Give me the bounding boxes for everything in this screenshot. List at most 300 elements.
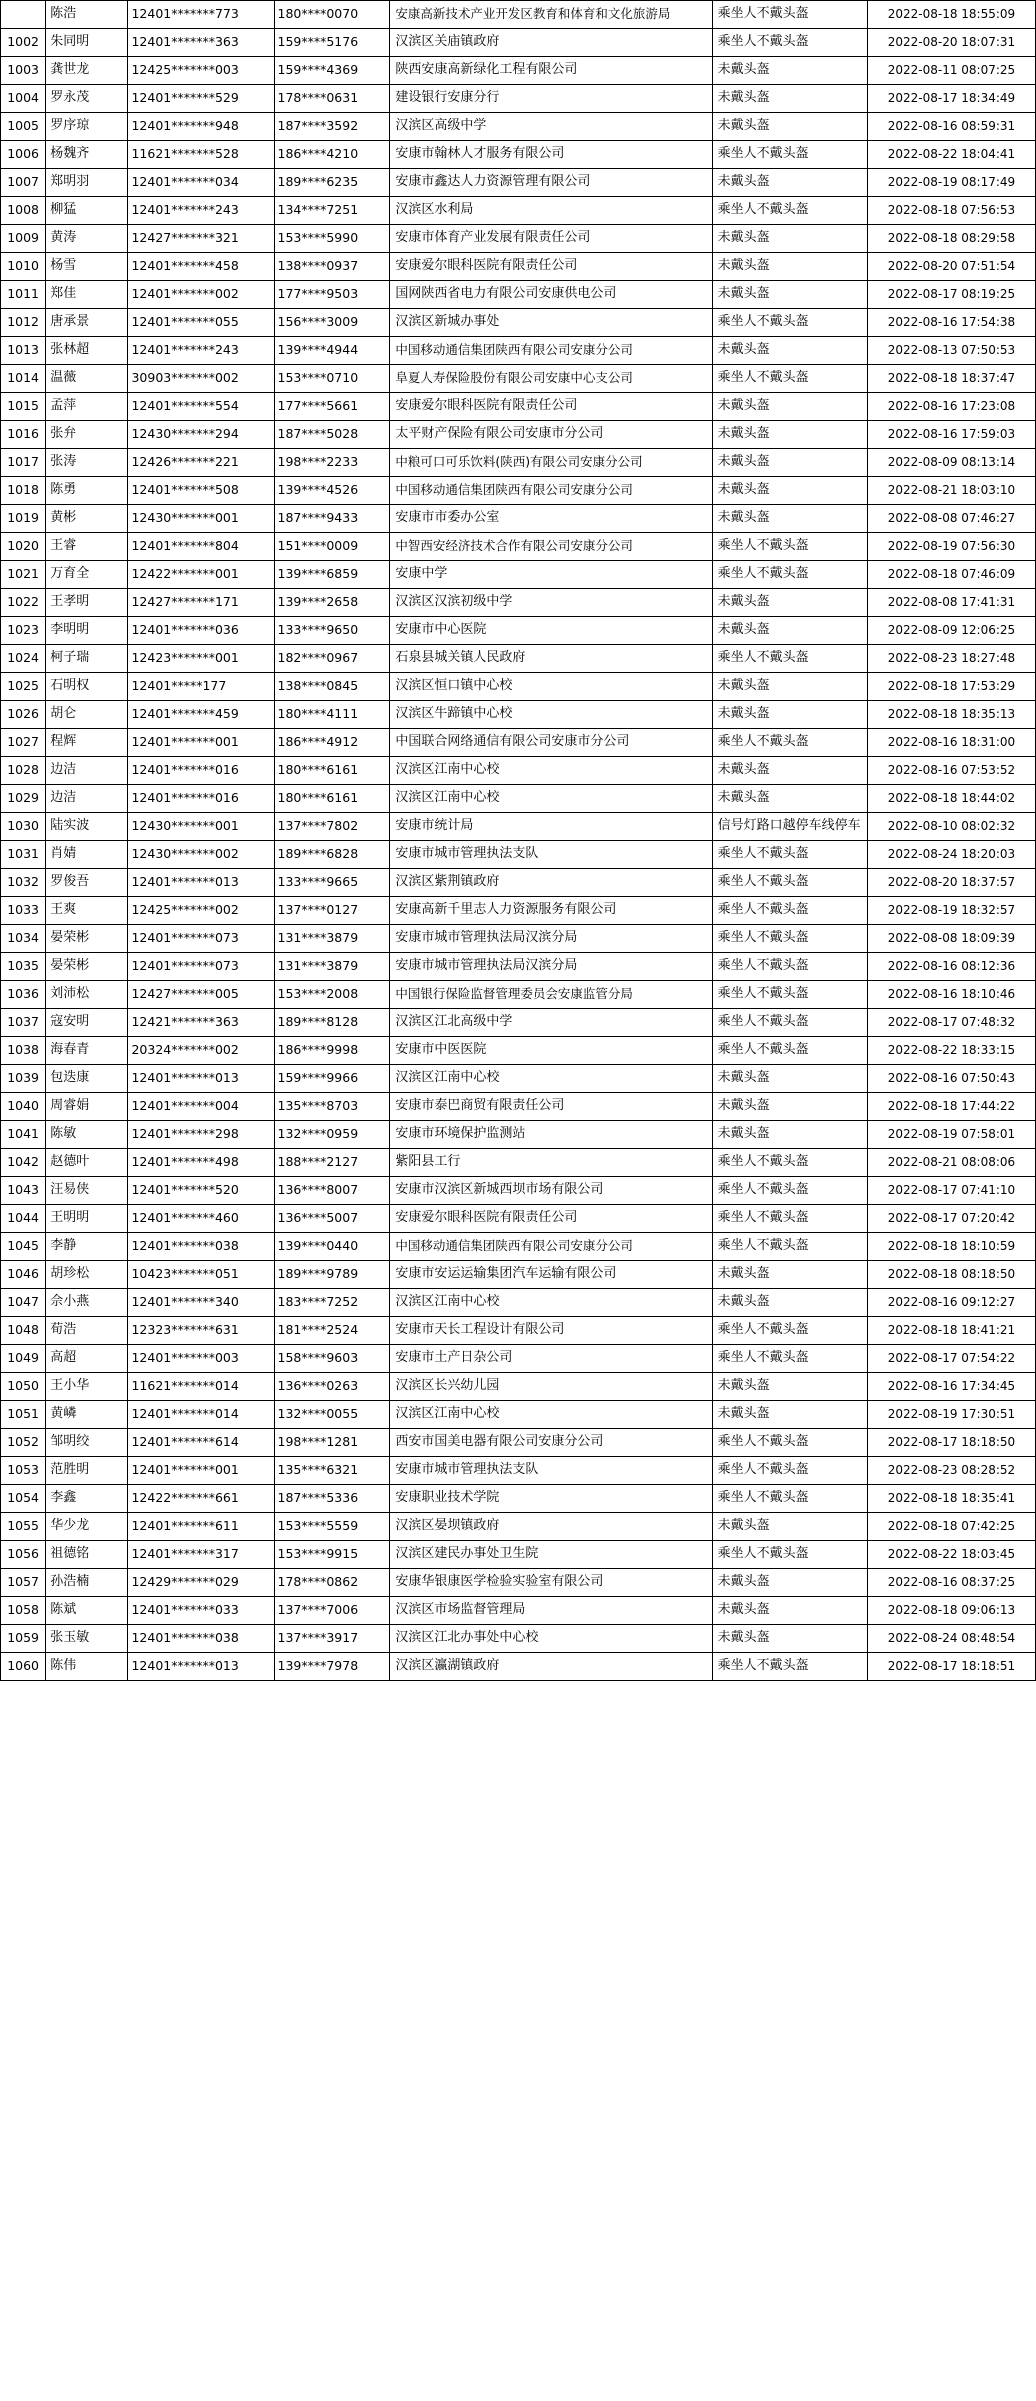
table-row <box>1 1261 1036 1289</box>
phone-number: 135****6321 <box>274 1457 390 1485</box>
id-number: 12323*******631 <box>128 1317 274 1345</box>
table-row <box>1 1065 1036 1093</box>
table-row <box>1 729 1036 757</box>
phone-number: 139****2658 <box>274 589 390 617</box>
phone-number: 151****0009 <box>274 533 390 561</box>
id-number: 12401*******948 <box>128 113 274 141</box>
row-index: 1048 <box>1 1317 46 1345</box>
violation-reason: 乘坐人不戴头盔 <box>712 1485 867 1513</box>
row-index: 1052 <box>1 1429 46 1457</box>
violation-time: 2022-08-18 07:42:25 <box>867 1513 1035 1541</box>
row-index: 1028 <box>1 757 46 785</box>
violation-reason: 未戴头盔 <box>712 1289 867 1317</box>
row-index: 1051 <box>1 1401 46 1429</box>
person-name: 海春青 <box>46 1037 128 1065</box>
id-number: 12401*******298 <box>128 1121 274 1149</box>
table-row <box>1 393 1036 421</box>
row-index: 1017 <box>1 449 46 477</box>
id-number: 12401*******033 <box>128 1597 274 1625</box>
violation-time: 2022-08-16 08:37:25 <box>867 1569 1035 1597</box>
violation-time: 2022-08-18 07:46:09 <box>867 561 1035 589</box>
organization: 安康中学 <box>390 561 712 589</box>
row-index: 1035 <box>1 953 46 981</box>
row-index: 1010 <box>1 253 46 281</box>
violation-time: 2022-08-22 18:04:41 <box>867 141 1035 169</box>
row-index: 1032 <box>1 869 46 897</box>
person-name: 陈勇 <box>46 477 128 505</box>
row-index: 1013 <box>1 337 46 365</box>
person-name: 柯子瑞 <box>46 645 128 673</box>
row-index: 1045 <box>1 1233 46 1261</box>
phone-number: 136****5007 <box>274 1205 390 1233</box>
phone-number: 178****0862 <box>274 1569 390 1597</box>
id-number: 12425*******002 <box>128 897 274 925</box>
phone-number: 188****2127 <box>274 1149 390 1177</box>
person-name: 王明明 <box>46 1205 128 1233</box>
id-number: 12401*******340 <box>128 1289 274 1317</box>
organization: 汉滨区市场监督管理局 <box>390 1597 712 1625</box>
phone-number: 187****5028 <box>274 421 390 449</box>
table-row <box>1 1429 1036 1457</box>
id-number: 12401*******001 <box>128 1457 274 1485</box>
id-number: 12401*******317 <box>128 1541 274 1569</box>
phone-number: 180****6161 <box>274 785 390 813</box>
table-row <box>1 1317 1036 1345</box>
violation-reason: 未戴头盔 <box>712 393 867 421</box>
table-row <box>1 533 1036 561</box>
organization: 汉滨区建民办事处卫生院 <box>390 1541 712 1569</box>
row-index: 1004 <box>1 85 46 113</box>
id-number: 12427*******005 <box>128 981 274 1009</box>
table-row <box>1 1653 1036 1681</box>
organization: 陕西安康高新绿化工程有限公司 <box>390 57 712 85</box>
table-row <box>1 1569 1036 1597</box>
table-row <box>1 1205 1036 1233</box>
violation-reason: 乘坐人不戴头盔 <box>712 1317 867 1345</box>
person-name: 张玉敏 <box>46 1625 128 1653</box>
violation-reason: 乘坐人不戴头盔 <box>712 1653 867 1681</box>
violation-reason: 乘坐人不戴头盔 <box>712 897 867 925</box>
violation-time: 2022-08-18 18:10:59 <box>867 1233 1035 1261</box>
table-row <box>1 813 1036 841</box>
id-number: 20324*******002 <box>128 1037 274 1065</box>
table-row <box>1 1093 1036 1121</box>
table-row <box>1 253 1036 281</box>
id-number: 12401*******460 <box>128 1205 274 1233</box>
table-row <box>1 953 1036 981</box>
organization: 汉滨区江南中心校 <box>390 1065 712 1093</box>
row-index: 1011 <box>1 281 46 309</box>
organization: 汉滨区汉滨初级中学 <box>390 589 712 617</box>
person-name: 高超 <box>46 1345 128 1373</box>
person-name: 晏荣彬 <box>46 953 128 981</box>
organization: 安康市鑫达人力资源管理有限公司 <box>390 169 712 197</box>
violation-reason: 未戴头盔 <box>712 785 867 813</box>
person-name: 万育全 <box>46 561 128 589</box>
organization: 汉滨区江南中心校 <box>390 1401 712 1429</box>
table-row <box>1 589 1036 617</box>
person-name: 华少龙 <box>46 1513 128 1541</box>
violation-time: 2022-08-22 18:33:15 <box>867 1037 1035 1065</box>
row-index: 1003 <box>1 57 46 85</box>
phone-number: 139****6859 <box>274 561 390 589</box>
violation-time: 2022-08-24 18:20:03 <box>867 841 1035 869</box>
phone-number: 139****7978 <box>274 1653 390 1681</box>
phone-number: 136****8007 <box>274 1177 390 1205</box>
table-row <box>1 365 1036 393</box>
phone-number: 181****2524 <box>274 1317 390 1345</box>
table-row <box>1 85 1036 113</box>
phone-number: 186****4912 <box>274 729 390 757</box>
row-index: 1058 <box>1 1597 46 1625</box>
person-name: 温薇 <box>46 365 128 393</box>
id-number: 12401*******554 <box>128 393 274 421</box>
table-row <box>1 1177 1036 1205</box>
violation-time: 2022-08-11 08:07:25 <box>867 57 1035 85</box>
row-index: 1056 <box>1 1541 46 1569</box>
phone-number: 137****0127 <box>274 897 390 925</box>
person-name: 孙浩楠 <box>46 1569 128 1597</box>
id-number: 12401*******013 <box>128 1065 274 1093</box>
violation-reason: 乘坐人不戴头盔 <box>712 1345 867 1373</box>
violation-time: 2022-08-16 09:12:27 <box>867 1289 1035 1317</box>
person-name: 程辉 <box>46 729 128 757</box>
table-row <box>1 57 1036 85</box>
person-name: 王睿 <box>46 533 128 561</box>
person-name: 黄嶙 <box>46 1401 128 1429</box>
organization: 安康市城市管理执法支队 <box>390 841 712 869</box>
violation-reason: 乘坐人不戴头盔 <box>712 729 867 757</box>
table-row <box>1 421 1036 449</box>
person-name: 张涛 <box>46 449 128 477</box>
violation-reason: 乘坐人不戴头盔 <box>712 197 867 225</box>
violation-time: 2022-08-17 18:34:49 <box>867 85 1035 113</box>
organization: 汉滨区长兴幼儿园 <box>390 1373 712 1401</box>
table-row <box>1 1345 1036 1373</box>
violation-reason: 乘坐人不戴头盔 <box>712 1149 867 1177</box>
violation-time: 2022-08-18 07:56:53 <box>867 197 1035 225</box>
violation-time: 2022-08-20 18:07:31 <box>867 29 1035 57</box>
violation-reason: 乘坐人不戴头盔 <box>712 1429 867 1457</box>
violation-reason: 乘坐人不戴头盔 <box>712 533 867 561</box>
organization: 阜夏人寿保险股份有限公司安康中心支公司 <box>390 365 712 393</box>
id-number: 12401*******013 <box>128 1653 274 1681</box>
phone-number: 137****7802 <box>274 813 390 841</box>
row-index: 1043 <box>1 1177 46 1205</box>
violation-reason: 乘坐人不戴头盔 <box>712 1205 867 1233</box>
table-row <box>1 1625 1036 1653</box>
organization: 安康市中医医院 <box>390 1037 712 1065</box>
table-row <box>1 225 1036 253</box>
violation-time: 2022-08-22 18:03:45 <box>867 1541 1035 1569</box>
person-name: 陈伟 <box>46 1653 128 1681</box>
violation-reason: 乘坐人不戴头盔 <box>712 1541 867 1569</box>
violation-time: 2022-08-16 08:59:31 <box>867 113 1035 141</box>
phone-number: 187****5336 <box>274 1485 390 1513</box>
phone-number: 159****4369 <box>274 57 390 85</box>
id-number: 12401*******034 <box>128 169 274 197</box>
id-number: 12430*******001 <box>128 505 274 533</box>
organization: 太平财产保险有限公司安康市分公司 <box>390 421 712 449</box>
organization: 汉滨区江南中心校 <box>390 757 712 785</box>
person-name: 王小华 <box>46 1373 128 1401</box>
violation-reason: 乘坐人不戴头盔 <box>712 841 867 869</box>
table-row <box>1 1541 1036 1569</box>
id-number: 12401*******004 <box>128 1093 274 1121</box>
phone-number: 159****5176 <box>274 29 390 57</box>
person-name: 张林超 <box>46 337 128 365</box>
id-number: 12401*******243 <box>128 337 274 365</box>
table-row <box>1 1457 1036 1485</box>
person-name: 肖婧 <box>46 841 128 869</box>
phone-number: 189****9789 <box>274 1261 390 1289</box>
person-name: 刘沛松 <box>46 981 128 1009</box>
organization: 西安市国美电器有限公司安康分公司 <box>390 1429 712 1457</box>
person-name: 胡仑 <box>46 701 128 729</box>
id-number: 12401*******804 <box>128 533 274 561</box>
violation-time: 2022-08-18 18:37:47 <box>867 365 1035 393</box>
id-number: 12401*******611 <box>128 1513 274 1541</box>
organization: 安康市城市管理执法局汉滨分局 <box>390 925 712 953</box>
violation-time: 2022-08-21 18:03:10 <box>867 477 1035 505</box>
table-row <box>1 1 1036 29</box>
violation-reason: 未戴头盔 <box>712 449 867 477</box>
person-name: 张弁 <box>46 421 128 449</box>
violation-reason: 乘坐人不戴头盔 <box>712 1177 867 1205</box>
organization: 安康市环境保护监测站 <box>390 1121 712 1149</box>
violation-time: 2022-08-20 07:51:54 <box>867 253 1035 281</box>
phone-number: 133****9650 <box>274 617 390 645</box>
phone-number: 189****6828 <box>274 841 390 869</box>
violation-reason: 未戴头盔 <box>712 757 867 785</box>
id-number: 12401*******014 <box>128 1401 274 1429</box>
organization: 紫阳县工行 <box>390 1149 712 1177</box>
violation-reason: 乘坐人不戴头盔 <box>712 365 867 393</box>
row-index: 1041 <box>1 1121 46 1149</box>
violation-reason: 未戴头盔 <box>712 701 867 729</box>
id-number: 12401*******520 <box>128 1177 274 1205</box>
phone-number: 153****9915 <box>274 1541 390 1569</box>
row-index: 1007 <box>1 169 46 197</box>
phone-number: 178****0631 <box>274 85 390 113</box>
row-index: 1057 <box>1 1569 46 1597</box>
person-name: 荀浩 <box>46 1317 128 1345</box>
id-number: 12401*******036 <box>128 617 274 645</box>
phone-number: 137****3917 <box>274 1625 390 1653</box>
violation-time: 2022-08-16 08:12:36 <box>867 953 1035 981</box>
person-name: 黄彬 <box>46 505 128 533</box>
organization: 汉滨区紫荆镇政府 <box>390 869 712 897</box>
id-number: 12401*******073 <box>128 925 274 953</box>
table-row <box>1 1485 1036 1513</box>
organization: 安康职业技术学院 <box>390 1485 712 1513</box>
violation-reason: 未戴头盔 <box>712 505 867 533</box>
table-row <box>1 1373 1036 1401</box>
row-index: 1036 <box>1 981 46 1009</box>
organization: 中国移动通信集团陕西有限公司安康分公司 <box>390 337 712 365</box>
organization: 中国银行保险监督管理委员会安康监管分局 <box>390 981 712 1009</box>
row-index: 1006 <box>1 141 46 169</box>
table-row <box>1 281 1036 309</box>
phone-number: 158****9603 <box>274 1345 390 1373</box>
violation-time: 2022-08-19 08:17:49 <box>867 169 1035 197</box>
row-index: 1022 <box>1 589 46 617</box>
violation-reason: 乘坐人不戴头盔 <box>712 29 867 57</box>
phone-number: 139****4526 <box>274 477 390 505</box>
person-name: 邹明绞 <box>46 1429 128 1457</box>
violation-reason: 乘坐人不戴头盔 <box>712 869 867 897</box>
violation-reason: 未戴头盔 <box>712 1373 867 1401</box>
violation-reason: 未戴头盔 <box>712 1625 867 1653</box>
organization: 安康爱尔眼科医院有限责任公司 <box>390 393 712 421</box>
phone-number: 153****5990 <box>274 225 390 253</box>
violation-reason: 未戴头盔 <box>712 113 867 141</box>
organization: 安康市汉滨区新城西坝市场有限公司 <box>390 1177 712 1205</box>
violation-reason: 未戴头盔 <box>712 617 867 645</box>
table-row <box>1 1401 1036 1429</box>
organization: 汉滨区新城办事处 <box>390 309 712 337</box>
violation-reason: 未戴头盔 <box>712 169 867 197</box>
violation-time: 2022-08-16 18:10:46 <box>867 981 1035 1009</box>
phone-number: 187****3592 <box>274 113 390 141</box>
phone-number: 189****6235 <box>274 169 390 197</box>
id-number: 12426*******221 <box>128 449 274 477</box>
table-row <box>1 645 1036 673</box>
violation-time: 2022-08-17 07:20:42 <box>867 1205 1035 1233</box>
person-name: 柳猛 <box>46 197 128 225</box>
organization: 安康市统计局 <box>390 813 712 841</box>
id-number: 12401*******016 <box>128 785 274 813</box>
table-row <box>1 1037 1036 1065</box>
table-row <box>1 1513 1036 1541</box>
person-name: 王爽 <box>46 897 128 925</box>
row-index: 1012 <box>1 309 46 337</box>
violation-time: 2022-08-19 18:32:57 <box>867 897 1035 925</box>
id-number: 12401*****177 <box>128 673 274 701</box>
person-name: 孟萍 <box>46 393 128 421</box>
violation-time: 2022-08-18 08:18:50 <box>867 1261 1035 1289</box>
row-index: 1046 <box>1 1261 46 1289</box>
organization: 安康市安运运输集团汽车运输有限公司 <box>390 1261 712 1289</box>
violation-time: 2022-08-24 08:48:54 <box>867 1625 1035 1653</box>
organization: 汉滨区江南中心校 <box>390 785 712 813</box>
violation-reason: 未戴头盔 <box>712 1401 867 1429</box>
row-index: 1015 <box>1 393 46 421</box>
organization: 安康市土产日杂公司 <box>390 1345 712 1373</box>
person-name: 周睿娟 <box>46 1093 128 1121</box>
row-index: 1016 <box>1 421 46 449</box>
table-row <box>1 477 1036 505</box>
person-name: 罗序琼 <box>46 113 128 141</box>
phone-number: 133****9665 <box>274 869 390 897</box>
id-number: 12421*******363 <box>128 1009 274 1037</box>
row-index: 1042 <box>1 1149 46 1177</box>
organization: 安康爱尔眼科医院有限责任公司 <box>390 253 712 281</box>
person-name: 陈斌 <box>46 1597 128 1625</box>
row-index <box>1 1 46 29</box>
table-row <box>1 617 1036 645</box>
row-index: 1054 <box>1 1485 46 1513</box>
violation-reason: 乘坐人不戴头盔 <box>712 1037 867 1065</box>
violation-time: 2022-08-09 12:06:25 <box>867 617 1035 645</box>
id-number: 12401*******016 <box>128 757 274 785</box>
id-number: 12401*******002 <box>128 281 274 309</box>
id-number: 10423*******051 <box>128 1261 274 1289</box>
row-index: 1049 <box>1 1345 46 1373</box>
phone-number: 189****8128 <box>274 1009 390 1037</box>
violation-reason: 未戴头盔 <box>712 1513 867 1541</box>
person-name: 李静 <box>46 1233 128 1261</box>
id-number: 12401*******073 <box>128 953 274 981</box>
phone-number: 134****7251 <box>274 197 390 225</box>
table-row <box>1 141 1036 169</box>
table-row <box>1 981 1036 1009</box>
id-number: 12427*******321 <box>128 225 274 253</box>
violation-time: 2022-08-17 08:19:25 <box>867 281 1035 309</box>
organization: 中国移动通信集团陕西有限公司安康分公司 <box>390 1233 712 1261</box>
organization: 建设银行安康分行 <box>390 85 712 113</box>
violation-time: 2022-08-18 18:44:02 <box>867 785 1035 813</box>
table-row <box>1 1009 1036 1037</box>
id-number: 12401*******038 <box>128 1233 274 1261</box>
phone-number: 198****2233 <box>274 449 390 477</box>
person-name: 祖德铭 <box>46 1541 128 1569</box>
violation-reason: 乘坐人不戴头盔 <box>712 981 867 1009</box>
id-number: 12401*******459 <box>128 701 274 729</box>
person-name: 杨魏齐 <box>46 141 128 169</box>
violation-time: 2022-08-13 07:50:53 <box>867 337 1035 365</box>
table-row <box>1 1289 1036 1317</box>
organization: 安康高新千里志人力资源服务有限公司 <box>390 897 712 925</box>
table-row <box>1 29 1036 57</box>
id-number: 11621*******528 <box>128 141 274 169</box>
id-number: 12401*******458 <box>128 253 274 281</box>
violation-reason: 信号灯路口越停车线停车 <box>712 813 867 841</box>
violation-time: 2022-08-16 07:50:43 <box>867 1065 1035 1093</box>
table-row <box>1 785 1036 813</box>
violation-time: 2022-08-18 18:55:09 <box>867 1 1035 29</box>
violation-time: 2022-08-18 18:35:41 <box>867 1485 1035 1513</box>
violation-time: 2022-08-23 18:27:48 <box>867 645 1035 673</box>
organization: 安康市城市管理执法局汉滨分局 <box>390 953 712 981</box>
organization: 中智西安经济技术合作有限公司安康分公司 <box>390 533 712 561</box>
violation-time: 2022-08-18 17:44:22 <box>867 1093 1035 1121</box>
person-name: 罗永茂 <box>46 85 128 113</box>
violation-reason: 乘坐人不戴头盔 <box>712 925 867 953</box>
row-index: 1050 <box>1 1373 46 1401</box>
table-row <box>1 757 1036 785</box>
person-name: 罗俊吾 <box>46 869 128 897</box>
row-index: 1040 <box>1 1093 46 1121</box>
violation-reason: 乘坐人不戴头盔 <box>712 141 867 169</box>
organization: 安康市泰巴商贸有限责任公司 <box>390 1093 712 1121</box>
violation-time: 2022-08-17 18:18:50 <box>867 1429 1035 1457</box>
violation-reason: 未戴头盔 <box>712 1065 867 1093</box>
phone-number: 156****3009 <box>274 309 390 337</box>
organization: 安康华银康医学检验实验室有限公司 <box>390 1569 712 1597</box>
phone-number: 137****7006 <box>274 1597 390 1625</box>
phone-number: 180****6161 <box>274 757 390 785</box>
violation-time: 2022-08-19 07:56:30 <box>867 533 1035 561</box>
phone-number: 182****0967 <box>274 645 390 673</box>
phone-number: 153****0710 <box>274 365 390 393</box>
violation-reason: 未戴头盔 <box>712 337 867 365</box>
violation-time: 2022-08-18 09:06:13 <box>867 1597 1035 1625</box>
violation-reason: 未戴头盔 <box>712 85 867 113</box>
person-name: 边洁 <box>46 785 128 813</box>
violation-reason: 未戴头盔 <box>712 421 867 449</box>
row-index: 1025 <box>1 673 46 701</box>
